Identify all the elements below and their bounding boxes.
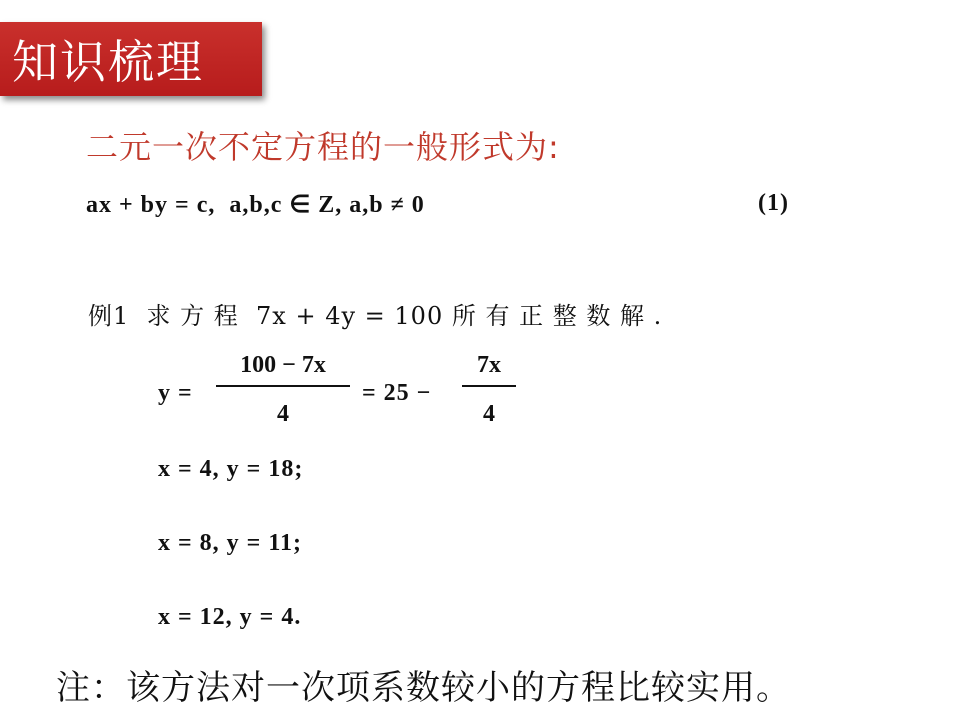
solution-1: x = 4, y = 18; bbox=[158, 456, 304, 482]
section-title-banner bbox=[0, 22, 262, 96]
equation-number: (1) bbox=[758, 190, 789, 216]
subtitle: 二元一次不定方程的一般形式为: bbox=[86, 128, 560, 166]
fraction-2-numerator: 7x bbox=[477, 352, 501, 378]
fraction-1 bbox=[216, 352, 350, 428]
derivation-middle: = 25 − bbox=[362, 380, 432, 406]
derivation-lhs: y = bbox=[158, 380, 193, 406]
solution-2: x = 8, y = 11; bbox=[158, 530, 303, 556]
fraction-2 bbox=[462, 352, 516, 428]
example-statement: 例1 求 方 程 7x + 4y = 100 所 有 正 整 数 解 . bbox=[88, 302, 663, 330]
fraction-2-denominator: 4 bbox=[483, 401, 495, 427]
general-form-equation: ax + by = c, a,b,c ∈ Z, a,b ≠ 0 bbox=[86, 192, 425, 218]
section-title: 知识梳理 bbox=[12, 35, 204, 89]
note: 注：该方法对一次项系数较小的方程比较实用。 bbox=[56, 668, 791, 708]
solution-3: x = 12, y = 4. bbox=[158, 604, 302, 630]
fraction-1-denominator: 4 bbox=[277, 401, 289, 427]
fraction-1-numerator: 100 − 7x bbox=[240, 352, 326, 378]
